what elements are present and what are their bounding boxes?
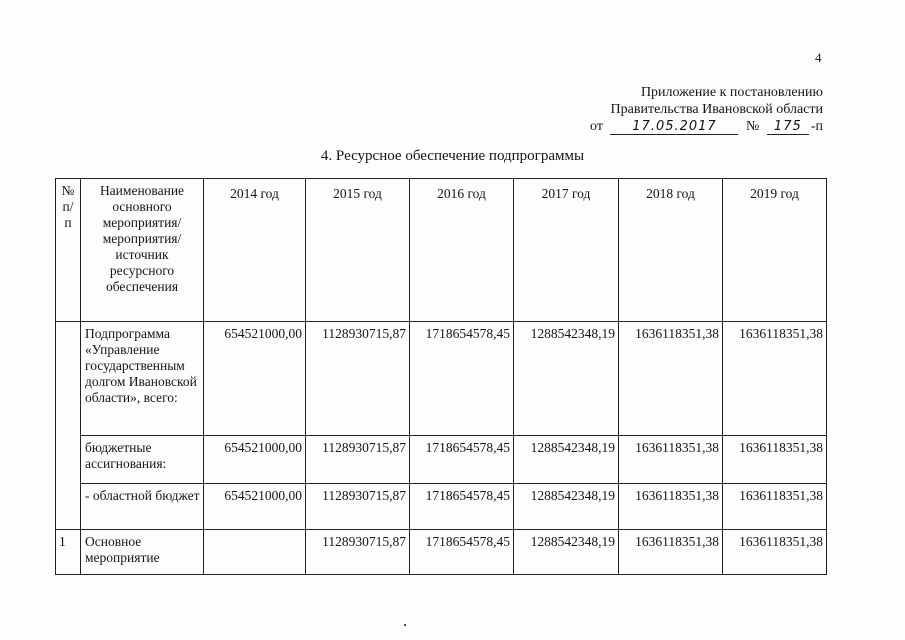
row-value: 1718654578,45	[410, 436, 514, 484]
row-value: 1636118351,38	[723, 484, 827, 530]
row-value	[204, 530, 306, 575]
row-value: 1718654578,45	[410, 322, 514, 436]
row-value: 1636118351,38	[619, 484, 723, 530]
table-row	[56, 484, 827, 530]
row-value: 1128930715,87	[306, 322, 410, 436]
scan-dot	[404, 624, 406, 626]
header-name: Наименование основного мероприятия/ мероприятия/ источник ресурсного обеспечения	[81, 179, 204, 322]
from-label: от	[590, 119, 603, 134]
header-year: 2017 год	[514, 179, 619, 322]
row-value: 1718654578,45	[410, 530, 514, 575]
row-value: 1288542348,19	[514, 322, 619, 436]
row-value: 1128930715,87	[306, 484, 410, 530]
page-number: 4	[815, 50, 822, 65]
section-title: 4. Ресурсное обеспечение подпрограммы	[320, 148, 585, 164]
row-value: 1636118351,38	[723, 322, 827, 436]
header-year: 2016 год	[410, 179, 514, 322]
row-name: - областной бюджет	[81, 484, 204, 530]
header-year: 2014 год	[204, 179, 306, 322]
row-value: 1128930715,87	[306, 530, 410, 575]
row-value: 654521000,00	[204, 436, 306, 484]
resource-table	[55, 178, 827, 575]
appendix-line-1: Приложение к постановлению	[640, 85, 823, 100]
row-value: 1288542348,19	[514, 530, 619, 575]
header-year: 2019 год	[723, 179, 827, 322]
row-name: Основное мероприятие	[81, 530, 204, 575]
number-suffix: -п	[810, 119, 823, 134]
row-num: 1	[56, 530, 81, 575]
row-value: 1288542348,19	[514, 436, 619, 484]
row-value: 1288542348,19	[514, 484, 619, 530]
appendix-header	[590, 84, 823, 135]
header-year: 2018 год	[619, 179, 723, 322]
header-year: 2015 год	[306, 179, 410, 322]
number-label: №	[745, 119, 760, 134]
table-row	[56, 322, 827, 436]
row-num	[56, 322, 81, 530]
appendix-line-2: Правительства Ивановской области	[610, 102, 823, 117]
header-num: № п/п	[56, 179, 81, 322]
row-value: 1718654578,45	[410, 484, 514, 530]
row-name: Подпрограмма «Управление государственным долгом Ивановской области», всего:	[81, 322, 204, 436]
row-value: 1636118351,38	[619, 530, 723, 575]
table-header-row	[56, 179, 827, 322]
handwritten-number: 175	[767, 120, 809, 135]
row-value: 1128930715,87	[306, 436, 410, 484]
row-value: 1636118351,38	[723, 436, 827, 484]
table-row	[56, 530, 827, 575]
row-value: 1636118351,38	[619, 322, 723, 436]
row-value: 1636118351,38	[619, 436, 723, 484]
table-row	[56, 436, 827, 484]
row-name: бюджетные ассигнования:	[81, 436, 204, 484]
row-value: 654521000,00	[204, 322, 306, 436]
row-value: 1636118351,38	[723, 530, 827, 575]
handwritten-date: 17.05.2017	[610, 120, 738, 135]
appendix-line-3	[590, 118, 823, 135]
row-value: 654521000,00	[204, 484, 306, 530]
